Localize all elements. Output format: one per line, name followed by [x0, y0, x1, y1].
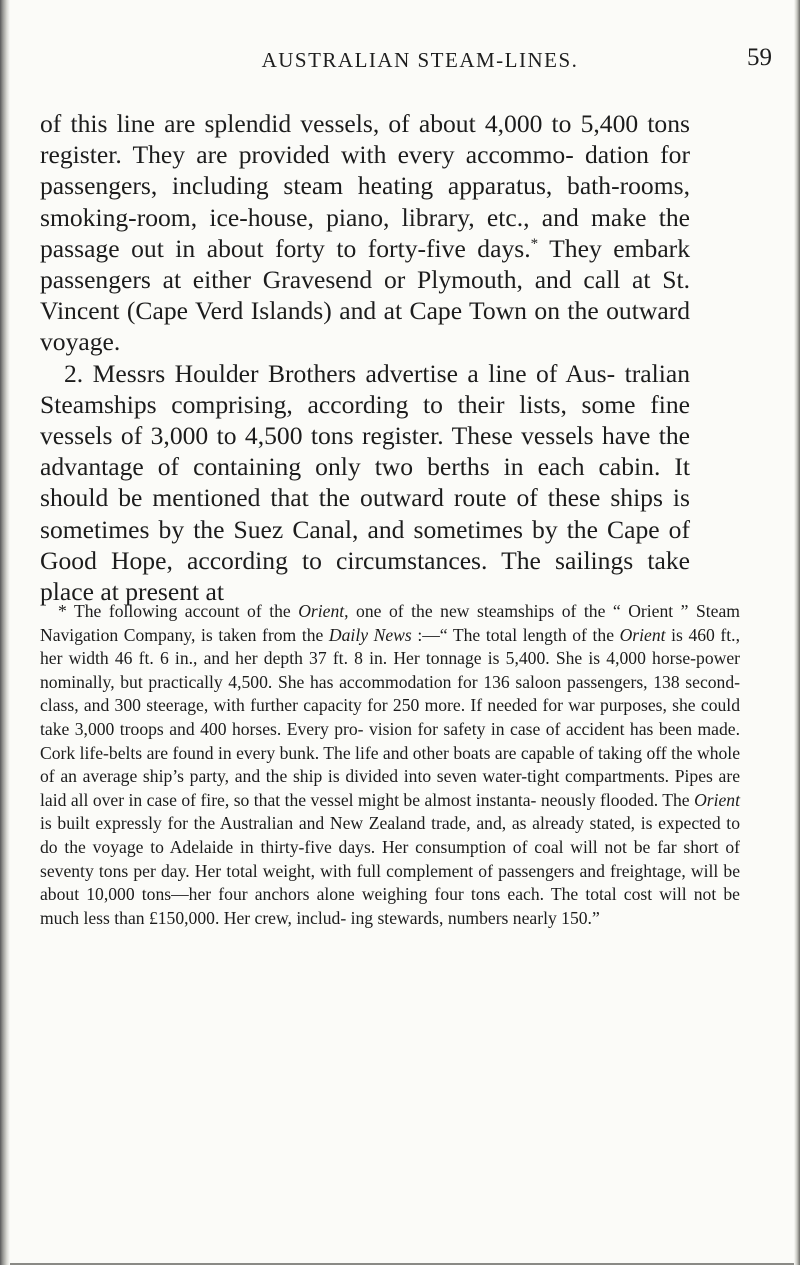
footnote-text-5: is built expressly for the Australian and New Zealand trade, and, as already stated, is expected to do the voyage to Adelaide in thirty-five days. Her consumption of coal will not be far short of seventy tons per day. Her total weight, with full complement of passengers and freightage, will be about 10,000 tons—her four anchors alone weighing four tons each. The total cost will not be much less than £150,000. Her crew, includ- ing stewards, numbers nearly 150.”	[40, 813, 740, 928]
footnote-newspaper-name: Daily News	[328, 624, 412, 645]
footnote	[40, 600, 740, 930]
page-number: 59	[747, 44, 772, 71]
footnote-text-3: :—“ The total length of the	[411, 624, 620, 645]
footnote-ship-name-1: Orient	[298, 601, 345, 621]
footnote-mark: *	[58, 601, 67, 621]
footnote-text-1: The following account of the	[66, 601, 299, 621]
page-header	[40, 44, 772, 78]
footnote-paragraph	[40, 600, 740, 930]
footnote-reference-mark: *	[530, 235, 539, 252]
page-edge-shadow	[794, 0, 800, 1265]
footnote-ship-name-3: Orient	[694, 789, 740, 810]
para1-text-before-mark: of this line are splendid vessels, of about 4,000 to 5,400 tons register. They are provided with every accommo- dation for passengers, including steam heating apparatus, bath-rooms, smoking-room, ice-house, piano, library, etc., and make the passage out in about forty to forty-five days.	[40, 109, 690, 263]
footnote-text-2: , one of the new steamships of the “ Orient ” Steam Navigation Company, is taken from the	[40, 601, 740, 645]
body-text	[40, 108, 690, 607]
running-head: AUSTRALIAN STEAM-LINES.	[261, 48, 579, 72]
page-binding-shadow	[0, 0, 10, 1265]
body-paragraph-2: 2. Messrs Houlder Brothers advertise a line of Aus- tralian Steamships comprising, according to their lists, some fine vessels of 3,000 to 4,500 tons register. These vessels have the advantage of containing only two berths in each cabin. It should be mentioned that the outward route of these ships is sometimes by the Suez Canal, and sometimes by the Cape of Good Hope, according to circumstances. The sailings take place at present at	[40, 358, 690, 607]
body-paragraph-1	[40, 108, 690, 358]
para1-text-after-mark: They embark passengers at either Gravesend or Plymouth, and call at St. Vincent (Cape Verd Islands) and at Cape Town on the outward voyage.	[40, 233, 690, 357]
footnote-text-4: is 460 ft., her width 46 ft. 6 in., and her depth 37 ft. 8 in. Her tonnage is 5,400. She is 4,000 horse-power nominally, but practically 4,500. She has accommodation for 136 saloon passengers, 138 second-class, and 300 steerage, with further capacity for 250 more. If needed for war purposes, she could take 3,000 troops and 400 horses. Every pro- vision for safety in case of accident has been made. Cork life-belts are found in every bunk. The life and other boats are capable of taking off the whole of an average ship’s party, and the ship is divided into seven water-tight compartments. Pipes are laid all over in case of fire, so that the vessel might be almost instanta- neously flooded. The	[40, 624, 740, 810]
footnote-ship-name-2: Orient	[619, 624, 666, 645]
